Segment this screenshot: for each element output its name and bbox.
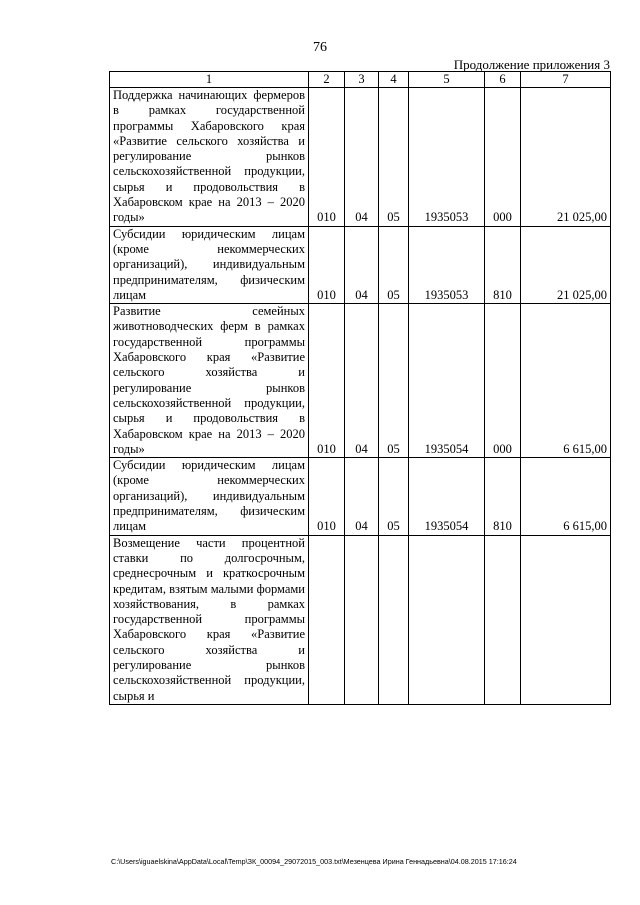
code-cell: 05 (379, 226, 409, 303)
code-cell: 05 (379, 458, 409, 535)
code-cell: 1935053 (409, 88, 485, 227)
item-name: Поддержка начинающих фермеров в рамках государственной программы Хабаровского края «Развитие сельского хозяйства и регулирование рынков сельскохозяйственной продукции, сырья и продовольствия в Хабаровском крае на 2013 – 2020 годы» (113, 88, 305, 225)
amount-cell: 21 025,00 (521, 226, 611, 303)
table-row (110, 458, 611, 535)
item-name: Субсидии юридическим лицам (кроме некоммерческих организаций), индивидуальным предпринимателям, физическим лицам (113, 458, 305, 534)
table-row (110, 226, 611, 303)
column-header: 1 (110, 72, 309, 88)
column-header: 7 (521, 72, 611, 88)
code-cell: 1935054 (409, 304, 485, 458)
code-cell (409, 535, 485, 704)
amount-cell: 6 615,00 (521, 304, 611, 458)
item-name: Развитие семейных животноводческих ферм в рамках государственной программы Хабаровского края «Развитие сельского хозяйства и регулирование рынков сельскохозяйственной продукции, сырья и продовольствия в Хабаровском крае на 2013 – 2020 годы» (113, 304, 305, 456)
column-header: 5 (409, 72, 485, 88)
code-cell: 04 (345, 226, 379, 303)
code-cell (309, 535, 345, 704)
table-header-row (110, 72, 611, 88)
code-cell: 04 (345, 88, 379, 227)
code-cell: 810 (485, 226, 521, 303)
code-cell (485, 535, 521, 704)
code-cell: 04 (345, 304, 379, 458)
item-name: Возмещение части процентной ставки по долгосрочным, среднесрочным и краткосрочным кредитам, взятым малыми формами хозяйствования, в рамках государственной программы Хабаровского края «Развитие сельского хозяйства и регулирование рынков сельскохозяйственной продукции, сырья и (113, 535, 305, 703)
code-cell (379, 535, 409, 704)
code-cell: 010 (309, 88, 345, 227)
item-name: Субсидии юридическим лицам (кроме некоммерческих организаций), индивидуальным предпринимателям, физическим лицам (113, 226, 305, 302)
code-cell: 000 (485, 88, 521, 227)
column-header: 6 (485, 72, 521, 88)
code-cell: 05 (379, 88, 409, 227)
code-cell: 1935054 (409, 458, 485, 535)
code-cell (345, 535, 379, 704)
code-cell: 010 (309, 304, 345, 458)
table-row (110, 88, 611, 227)
amount-cell: 21 025,00 (521, 88, 611, 227)
budget-table (109, 71, 611, 705)
item-name-cell (110, 226, 309, 303)
page-number: 76 (313, 40, 327, 55)
code-cell: 000 (485, 304, 521, 458)
column-header: 2 (309, 72, 345, 88)
code-cell: 010 (309, 226, 345, 303)
amount-cell: 6 615,00 (521, 458, 611, 535)
item-name-cell (110, 88, 309, 227)
appendix-continuation-label: Продолжение приложения 3 (453, 57, 610, 72)
code-cell: 04 (345, 458, 379, 535)
column-header: 3 (345, 72, 379, 88)
item-name-cell (110, 304, 309, 458)
code-cell: 05 (379, 304, 409, 458)
file-path-footer: C:\Users\iguaelskina\AppData\Local\Temp\ЗК_00094_29072015_003.txt\Мезенцева Ирина Геннадьевна\04.08.2015 17:16:24 (111, 857, 517, 866)
amount-cell (521, 535, 611, 704)
item-name-cell (110, 458, 309, 535)
code-cell: 010 (309, 458, 345, 535)
table-row (110, 304, 611, 458)
item-name-cell (110, 535, 309, 704)
code-cell: 810 (485, 458, 521, 535)
column-header: 4 (379, 72, 409, 88)
table-row (110, 535, 611, 704)
code-cell: 1935053 (409, 226, 485, 303)
